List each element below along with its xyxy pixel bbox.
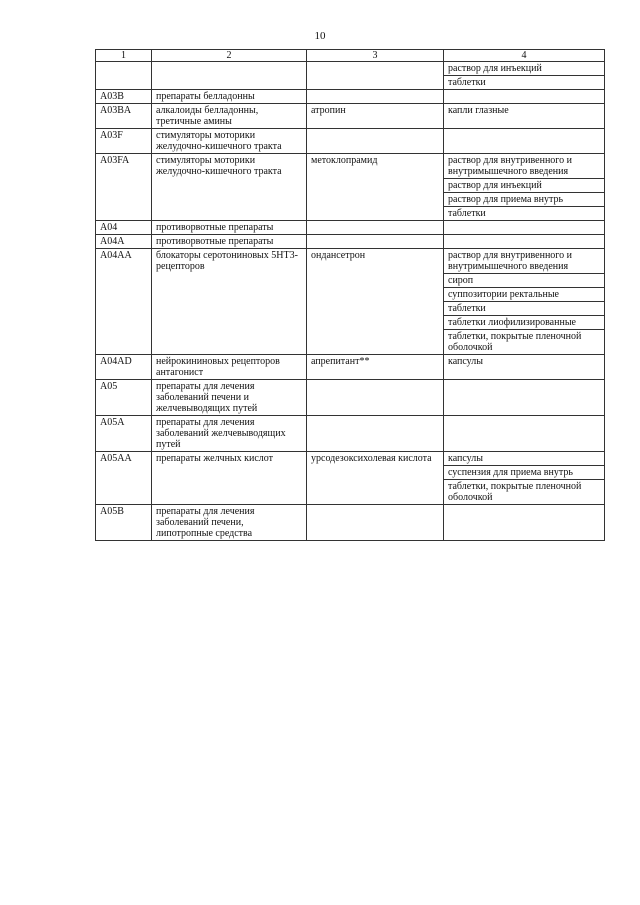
group-name-cell	[152, 62, 307, 90]
atc-code-cell: A03BA	[96, 104, 152, 129]
dosage-form-item: раствор для внутривенного и внутримышечного введения	[448, 155, 573, 177]
atc-code-cell: A04A	[96, 235, 152, 249]
dosage-form-item: раствор для инъекций	[448, 63, 542, 74]
drug-table	[95, 49, 605, 541]
table-header-row	[96, 50, 605, 62]
table-row	[96, 355, 605, 380]
table-body	[96, 62, 605, 541]
group-name-cell: препараты для лечения заболеваний печени и желчевыводящих путей	[152, 380, 307, 416]
dosage-form-item: раствор для приема внутрь	[444, 192, 605, 206]
dosage-forms-cell	[444, 235, 605, 249]
group-name-cell: препараты белладонны	[152, 90, 307, 104]
substance-cell: атропин	[307, 104, 444, 129]
dosage-form-item: суспензия для приема внутрь	[444, 465, 605, 479]
table-row	[96, 104, 605, 129]
substance-cell	[307, 221, 444, 235]
column-header-1: 1	[96, 50, 152, 62]
dosage-form-item: таблетки	[444, 206, 605, 220]
substance-cell	[307, 505, 444, 541]
dosage-form-item: таблетки, покрытые пленочной оболочкой	[444, 479, 605, 504]
substance-cell	[307, 235, 444, 249]
dosage-forms-cell	[444, 505, 605, 541]
dosage-form-item: капсулы	[448, 356, 483, 367]
atc-code-cell: A03FA	[96, 154, 152, 221]
group-name-cell: препараты для лечения заболеваний печени, липотропные средства	[152, 505, 307, 541]
atc-code-cell: A04	[96, 221, 152, 235]
table-row	[96, 416, 605, 452]
dosage-form-item: раствор для внутривенного и внутримышечного введения	[448, 250, 573, 272]
table-row	[96, 235, 605, 249]
dosage-form-item: таблетки лиофилизированные	[444, 315, 605, 329]
atc-code-cell: A05	[96, 380, 152, 416]
dosage-forms-cell	[444, 355, 605, 380]
table-row	[96, 221, 605, 235]
column-header-2: 2	[152, 50, 307, 62]
dosage-forms-cell	[444, 249, 605, 355]
dosage-form-item: таблетки, покрытые пленочной оболочкой	[444, 329, 605, 354]
atc-code-cell: A05B	[96, 505, 152, 541]
dosage-form-item: таблетки	[444, 75, 605, 89]
atc-code-cell: A03B	[96, 90, 152, 104]
page-number: 10	[314, 30, 326, 42]
dosage-form-item: таблетки	[444, 301, 605, 315]
dosage-form-item: сироп	[444, 273, 605, 287]
atc-code-cell: A05A	[96, 416, 152, 452]
dosage-forms-cell	[444, 380, 605, 416]
dosage-form-item: суппозитории ректальные	[444, 287, 605, 301]
atc-code-cell: A04AD	[96, 355, 152, 380]
atc-code-cell: A05AA	[96, 452, 152, 505]
substance-cell	[307, 380, 444, 416]
table-row	[96, 505, 605, 541]
dosage-forms-cell	[444, 221, 605, 235]
dosage-forms-cell	[444, 62, 605, 90]
dosage-form-item: раствор для инъекций	[444, 178, 605, 192]
atc-code-cell	[96, 62, 152, 90]
table-row	[96, 380, 605, 416]
group-name-cell: препараты желчных кислот	[152, 452, 307, 505]
substance-cell: апрепитант**	[307, 355, 444, 380]
dosage-forms-cell	[444, 90, 605, 104]
group-name-cell: стимуляторы моторики желудочно-кишечного тракта	[152, 129, 307, 154]
atc-code-cell: A03F	[96, 129, 152, 154]
group-name-cell: противорвотные препараты	[152, 221, 307, 235]
substance-cell	[307, 416, 444, 452]
substance-cell	[307, 129, 444, 154]
table-row	[96, 452, 605, 505]
group-name-cell: стимуляторы моторики желудочно-кишечного тракта	[152, 154, 307, 221]
column-header-4: 4	[444, 50, 605, 62]
dosage-forms-cell	[444, 154, 605, 221]
table-row	[96, 90, 605, 104]
group-name-cell: противорвотные препараты	[152, 235, 307, 249]
substance-cell	[307, 90, 444, 104]
column-header-3: 3	[307, 50, 444, 62]
substance-cell: ондансетрон	[307, 249, 444, 355]
group-name-cell: блокаторы серотониновых 5HT3-рецепторов	[152, 249, 307, 355]
table-row	[96, 154, 605, 221]
dosage-forms-cell	[444, 129, 605, 154]
group-name-cell: препараты для лечения заболеваний желчевыводящих путей	[152, 416, 307, 452]
group-name-cell: нейрокининовых рецепторов антагонист	[152, 355, 307, 380]
dosage-forms-cell	[444, 452, 605, 505]
group-name-cell: алкалоиды белладонны, третичные амины	[152, 104, 307, 129]
dosage-form-item: капли глазные	[448, 105, 509, 116]
table-row	[96, 249, 605, 355]
substance-cell: метоклопрамид	[307, 154, 444, 221]
dosage-form-item: капсулы	[448, 453, 483, 464]
substance-cell: урсодезоксихолевая кислота	[307, 452, 444, 505]
table-row	[96, 129, 605, 154]
substance-cell	[307, 62, 444, 90]
dosage-forms-cell	[444, 104, 605, 129]
atc-code-cell: A04AA	[96, 249, 152, 355]
dosage-forms-cell	[444, 416, 605, 452]
table-row	[96, 62, 605, 90]
